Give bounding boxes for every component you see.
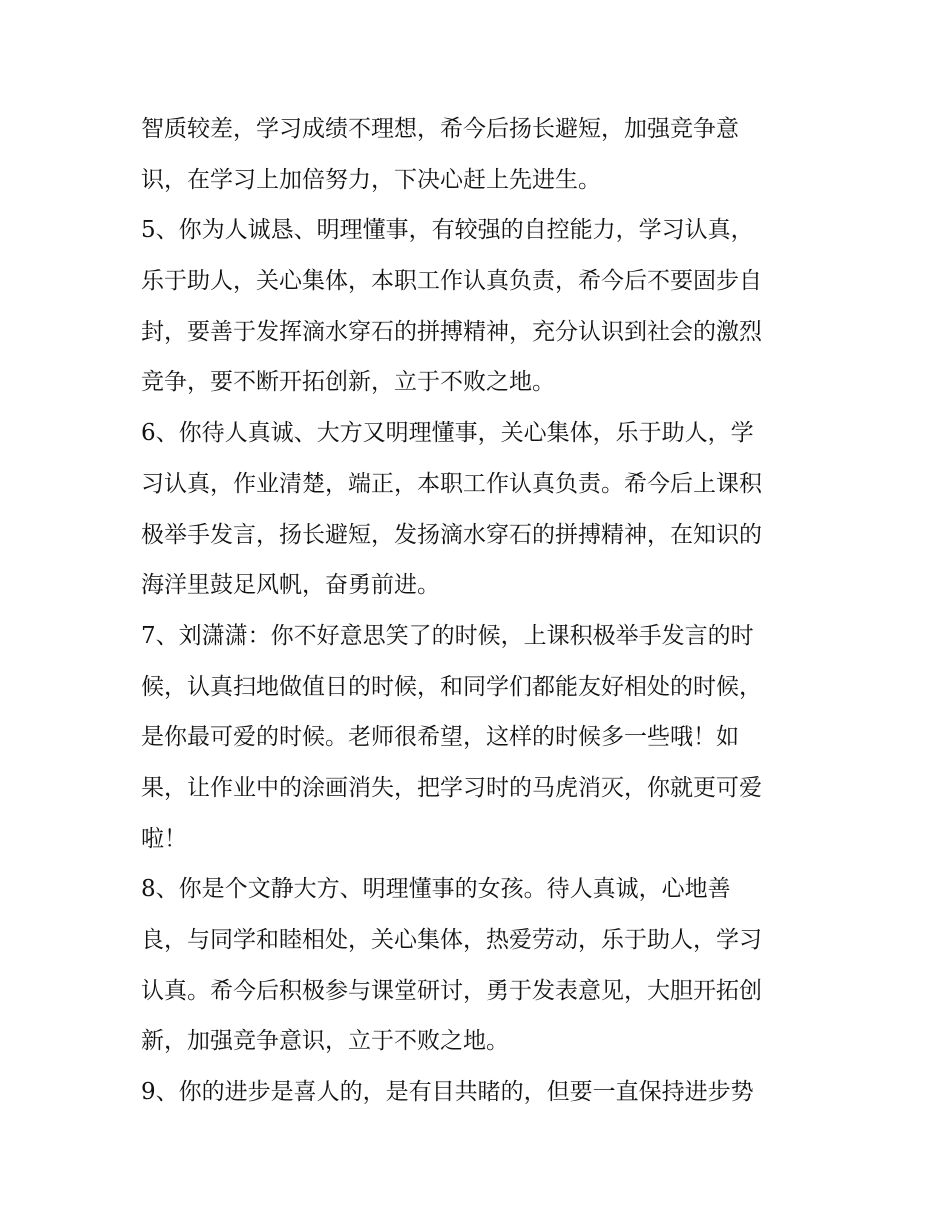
- text-line: 8、你是个文静大方、明理懂事的女孩。待人真诚，心地善: [141, 876, 731, 903]
- text-line: 封，要善于发挥滴水穿石的拼搏精神，充分认识到社会的激烈: [141, 318, 762, 345]
- text-line: 认真。希今后积极参与课堂研讨，勇于发表意见，大胆开拓创: [141, 977, 762, 1004]
- text-line: 极举手发言，扬长避短，发扬滴水穿石的拼搏精神，在知识的: [141, 521, 762, 548]
- document-body: [141, 104, 821, 1118]
- text-line: 啦！: [141, 825, 187, 852]
- text-line: 识，在学习上加倍努力，下决心赶上先进生。: [141, 166, 601, 193]
- text-line: 智质较差，学习成绩不理想，希今后扬长避短，加强竞争意: [141, 116, 739, 142]
- text-line: 6、你待人真诚、大方又明理懂事，关心集体，乐于助人，学: [141, 420, 754, 447]
- text-line: 候，认真扫地做值日的时候，和同学们都能友好相处的时候，: [141, 673, 762, 700]
- text-line: 习认真，作业清楚，端正，本职工作认真负责。希今后上课积: [141, 470, 762, 497]
- text-line: 良，与同学和睦相处，关心集体，热爱劳动，乐于助人，学习: [141, 927, 762, 953]
- text-line: 竞争，要不断开拓创新，立于不败之地。: [141, 369, 555, 396]
- text-line: 9、你的进步是喜人的，是有目共睹的，但要一直保持进步势: [141, 1079, 754, 1106]
- text-line: 5、你为人诚恳、明理懂事，有较强的自控能力，学习认真，: [141, 217, 754, 244]
- text-line: 是你最可爱的时候。老师很希望，这样的时候多一些哦！如: [141, 724, 739, 751]
- text-line: 新，加强竞争意识，立于不败之地。: [141, 1028, 509, 1055]
- text-line: 海洋里鼓足风帆，奋勇前进。: [141, 572, 440, 599]
- text-line: 乐于助人，关心集体，本职工作认真负责，希今后不要固步自: [141, 268, 762, 295]
- text-line: 7、刘潇潇：你不好意思笑了的时候，上课积极举手发言的时: [141, 622, 754, 649]
- text-line: 果，让作业中的涂画消失，把学习时的马虎消灭，你就更可爱: [141, 774, 762, 801]
